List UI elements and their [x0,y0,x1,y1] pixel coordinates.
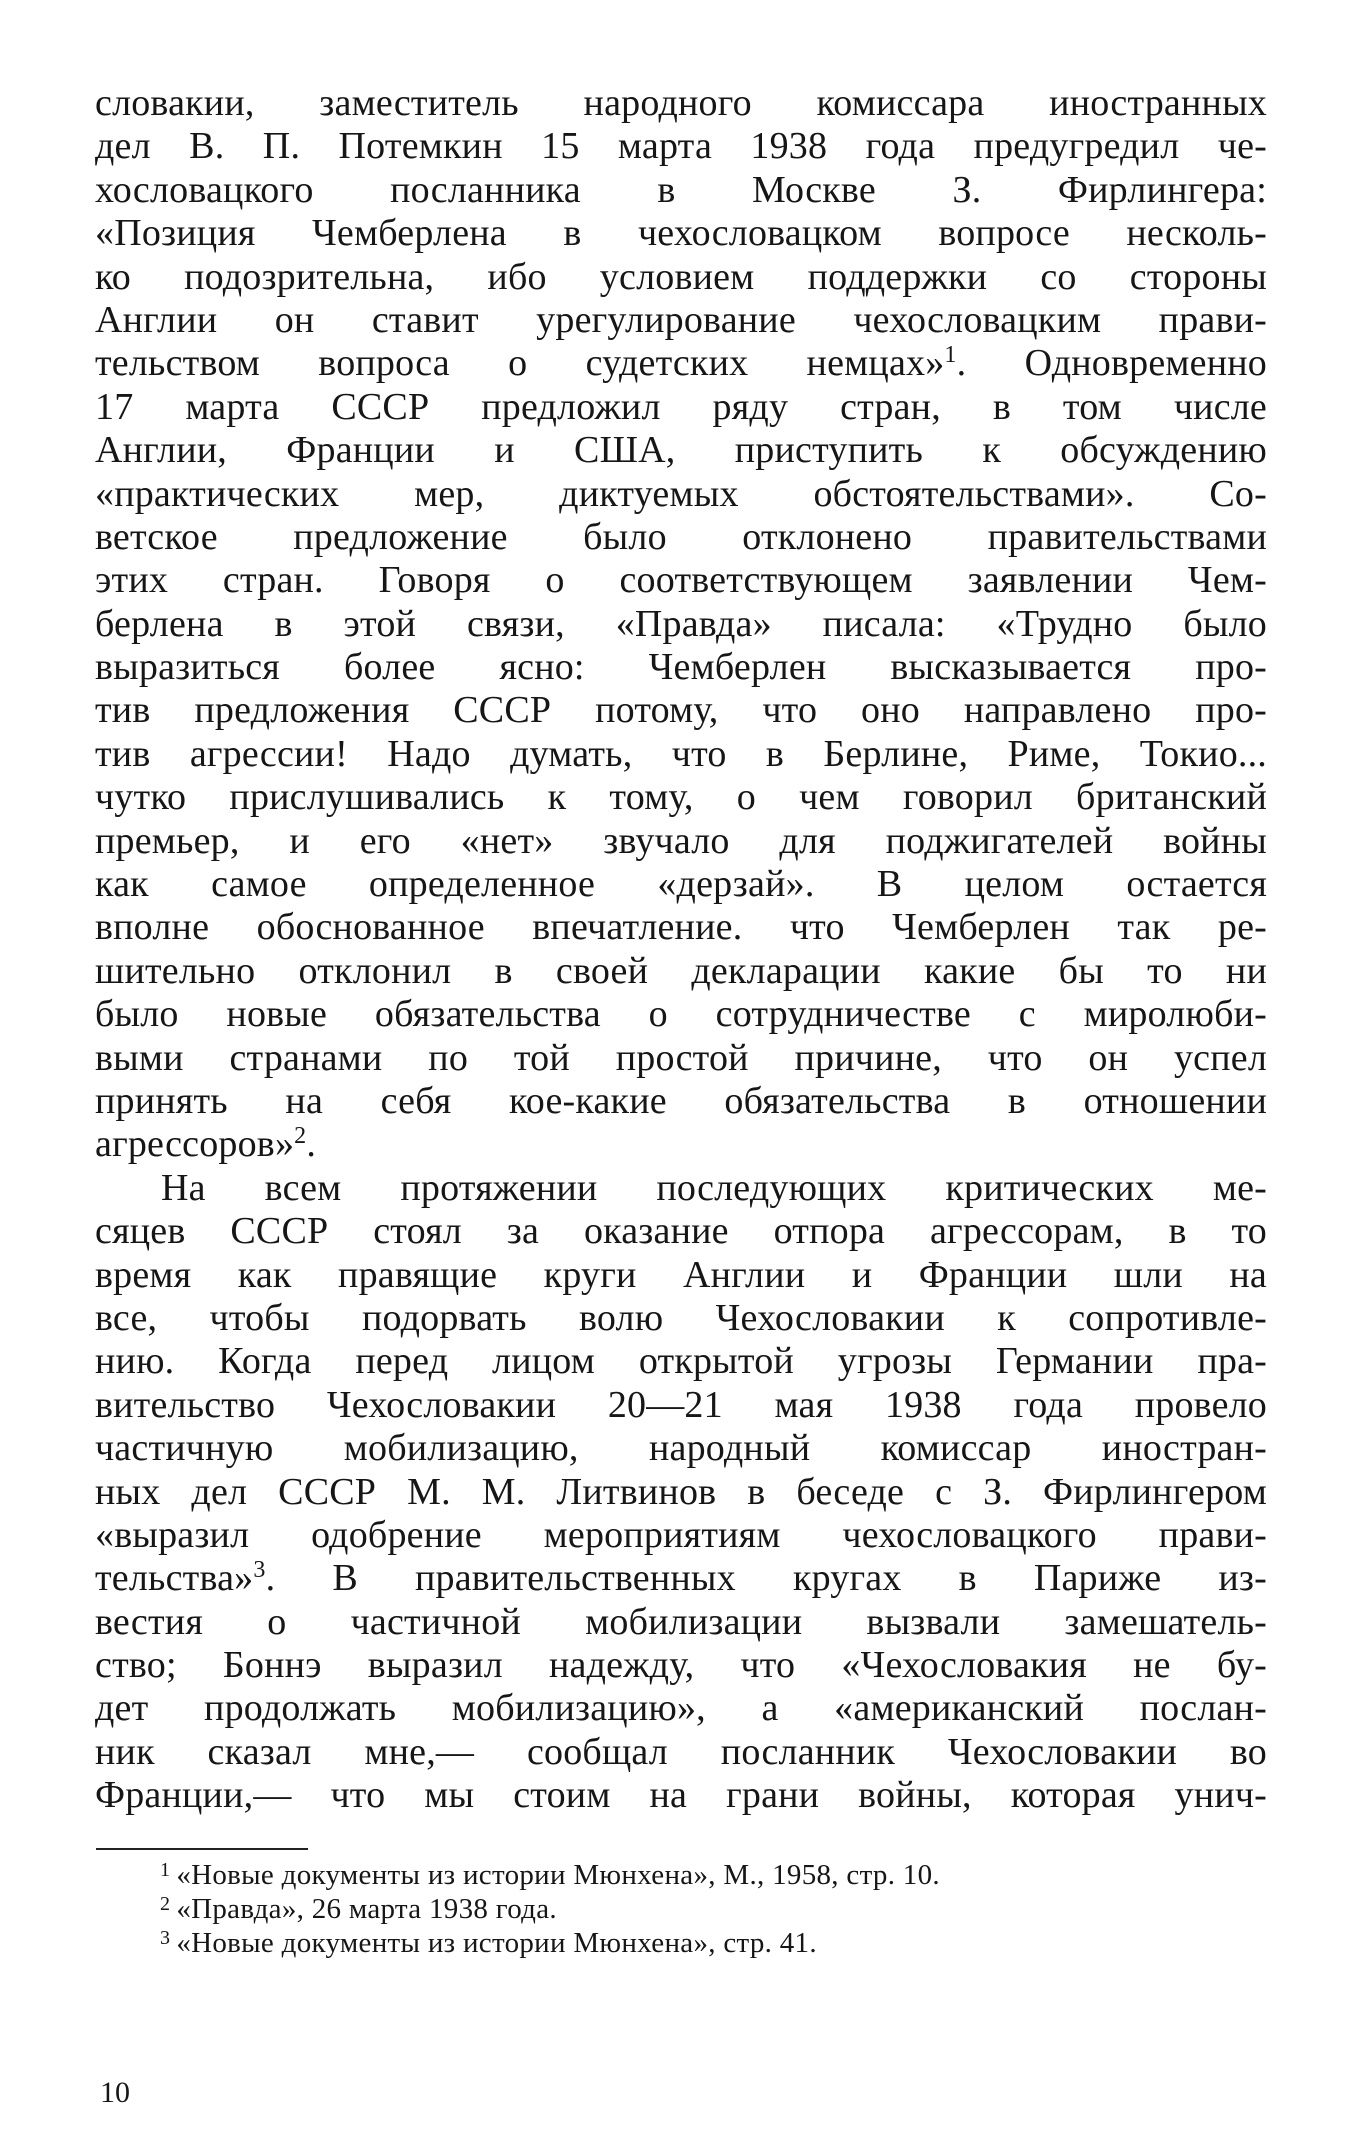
footnote-ref-3: 3 [253,1557,266,1584]
text-line: ник сказал мне,— сообщал посланник Чехословакии во [95,1730,1267,1773]
footnote-ref-1: 1 [944,342,957,369]
text-segment: тельства» [95,1557,254,1600]
text-line: все, чтобы подорвать волю Чехословакии к сопротивле- [95,1296,1267,1339]
text-segment: тельством вопроса о судетских немцах» [95,342,945,385]
footnote-text: «Правда», 26 марта 1938 года. [176,1893,557,1925]
text-line: Франции,— что мы стоим на грани войны, которая унич- [95,1774,1267,1817]
text-line: время как правящие круги Англии и Франции шли на [95,1253,1267,1296]
text-line [95,342,1267,385]
footnote [160,1926,1260,1960]
text-line: чутко прислушивались к тому, о чем говорил британский [95,776,1267,819]
text-line: было новые обязательства о сотрудничестве с миролюби- [95,993,1267,1036]
text-line: 17 марта СССР предложил ряду стран, в том числе [95,385,1267,428]
text-line: дел В. П. Потемкин 15 марта 1938 года предугредил че- [95,125,1267,168]
text-line: как самое определенное «дерзай». В целом остается [95,863,1267,906]
text-line [95,1557,1267,1600]
text-line: выми странами по той простой причине, что он успел [95,1036,1267,1079]
text-line: ко подозрительна, ибо условием поддержки со стороны [95,255,1267,298]
text-line: шительно отклонил в своей декларации какие бы то ни [95,949,1267,992]
text-line: берлена в этой связи, «Правда» писала: «Трудно было [95,602,1267,645]
text-line: «Позиция Чемберлена в чехословацком вопросе несколь- [95,212,1267,255]
text-line: принять на себя кое-какие обязательства в отношении [95,1079,1267,1122]
text-line: Англии, Франции и США, приступить к обсуждению [95,429,1267,472]
text-line: ных дел СССР М. М. Литвинов в беседе с З. Фирлингером [95,1470,1267,1513]
text-line: ство; Боннэ выразил надежду, что «Чехословакия не бу- [95,1644,1267,1687]
text-line: частичную мобилизацию, народный комиссар иностран- [95,1427,1267,1470]
footnote-ref-2: 2 [294,1123,307,1150]
text-segment: . В правительственных кругах в Париже из- [265,1557,1267,1600]
text-line: вительство Чехословакии 20—21 мая 1938 года провело [95,1383,1267,1426]
text-line: тив предложения СССР потому, что оно направлено про- [95,689,1267,732]
text-line: выразиться более ясно: Чемберлен высказывается про- [95,646,1267,689]
text-line: Англии он ставит урегулирование чехословацким прави- [95,298,1267,341]
footnote [160,1892,1260,1926]
text-line: «выразил одобрение мероприятиям чехословацкого прави- [95,1513,1267,1556]
text-line: ветское предложение было отклонено правительствами [95,515,1267,558]
main-text [95,82,1267,1818]
text-line: нию. Когда перед лицом открытой угрозы Германии пра- [95,1340,1267,1383]
text-line: этих стран. Говоря о соответствующем заявлении Чем- [95,559,1267,602]
page-number: 10 [100,2076,130,2109]
text-line: вестия о частичной мобилизации вызвали замешатель- [95,1600,1267,1643]
text-segment: агрессоров» [95,1123,295,1166]
footnote-text: «Новые документы из истории Мюнхена», М., 1958, стр. 10. [176,1859,940,1891]
text-line: тив агрессии! Надо думать, что в Берлине, Риме, Токио... [95,732,1267,775]
text-line: словакии, заместитель народного комиссара иностранных [95,82,1267,124]
text-line: вполне обоснованное впечатление. что Чемберлен так ре- [95,906,1267,949]
footnote-mark: 3 [160,1927,171,1949]
footnote-mark: 1 [160,1859,171,1881]
text-segment: . Одновременно [956,342,1267,385]
footnote [160,1858,1260,1892]
footnote-text: «Новые документы из истории Мюнхена», стр. 41. [176,1927,817,1959]
text-line: дет продолжать мобилизацию», а «американский послан- [95,1687,1267,1730]
text-line: «практических мер, диктуемых обстоятельствами». Со- [95,472,1267,515]
paragraph-start-line: На всем протяжении последующих критических ме- [161,1166,1267,1209]
text-line [95,1123,1267,1166]
text-segment: . [306,1123,317,1166]
text-line: сяцев СССР стоял за оказание отпора агрессорам, в то [95,1210,1267,1253]
text-line: премьер, и его «нет» звучало для поджигателей войны [95,819,1267,862]
text-line: хословацкого посланника в Москве З. Фирлингера: [95,168,1267,211]
footnote-divider [96,1848,308,1850]
footnotes [160,1858,1260,1960]
footnote-mark: 2 [160,1893,171,1915]
